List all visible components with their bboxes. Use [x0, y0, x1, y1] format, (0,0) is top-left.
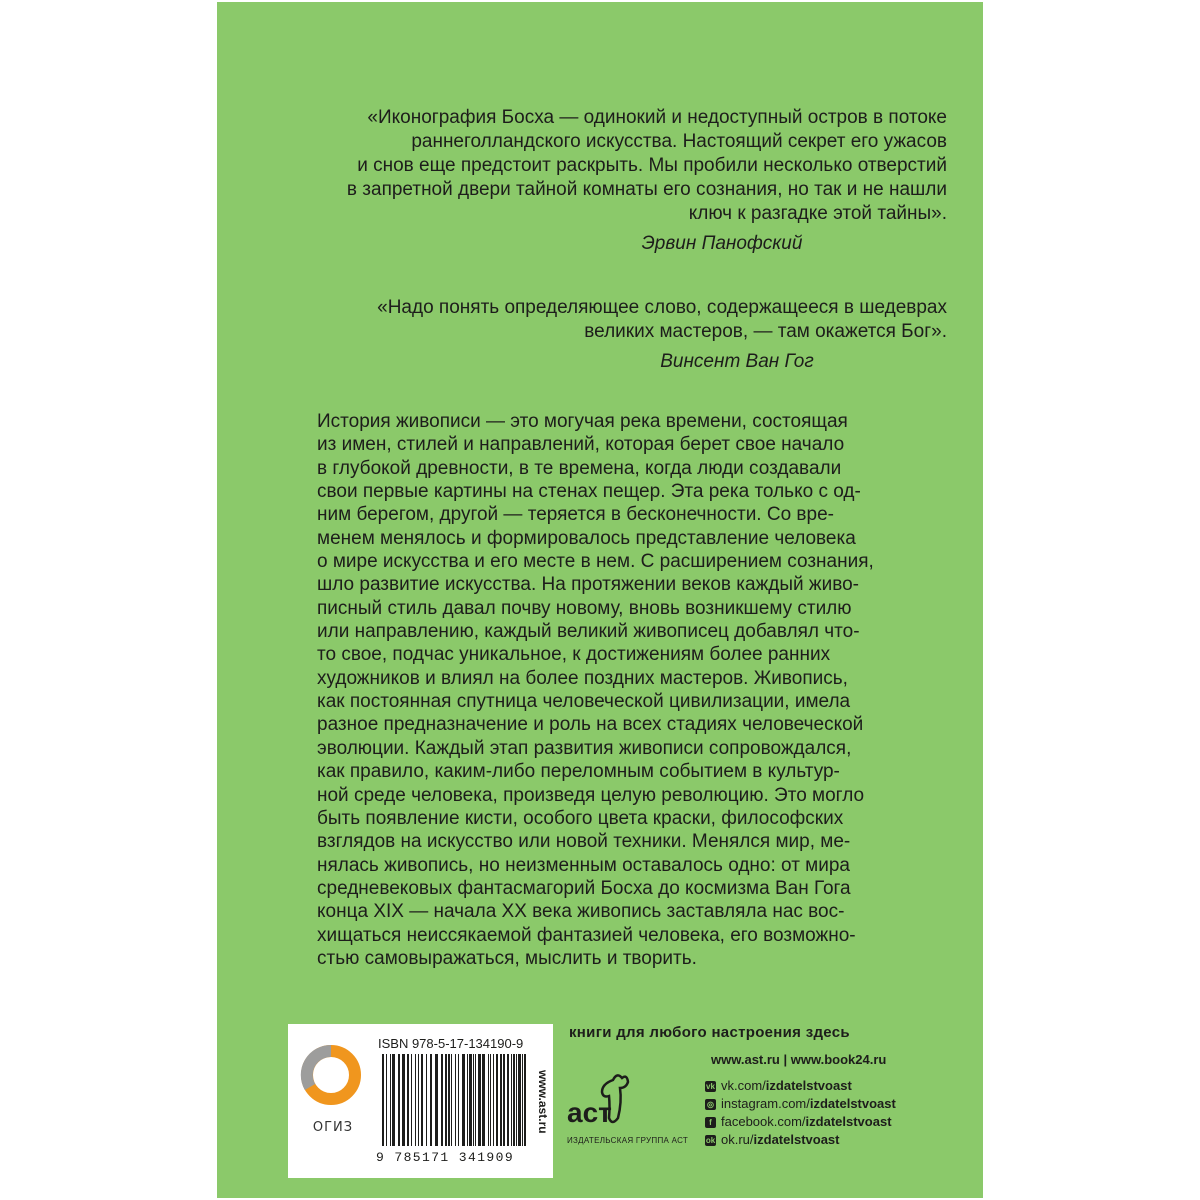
annotation-line: эволюции. Каждый этап развития живописи сопровождался, [317, 737, 852, 759]
barcode-bar [488, 1054, 489, 1146]
annotation-line: в глубокой древности, в те времена, когда люди создавали [317, 457, 842, 479]
barcode-bar [415, 1054, 416, 1146]
barcode-bar [382, 1054, 384, 1146]
barcode [380, 1054, 528, 1146]
annotation-line: взглядов на искусство или новой техники. Менялся мир, ме- [317, 831, 851, 853]
social-link[interactable] [705, 1095, 896, 1113]
vk-icon: vk [706, 1081, 715, 1091]
barcode-bar [475, 1054, 476, 1146]
barcode-bar [522, 1054, 523, 1146]
barcode-bar [490, 1054, 491, 1146]
barcode-bar [421, 1054, 423, 1146]
quote-author: Винсент Ван Гог [660, 351, 814, 372]
quote-line: ключ к разгадке этой тайны». [688, 203, 947, 224]
ast-logo [563, 1070, 641, 1132]
barcode-bar [500, 1054, 502, 1146]
barcode-bar [478, 1054, 481, 1146]
quote-panofsky [257, 106, 947, 256]
barcode-bar [445, 1054, 447, 1146]
barcode-bar [493, 1054, 494, 1146]
publisher-sites: www.ast.ru | www.book24.ru [711, 1052, 887, 1067]
quote-line: великих мастеров, — там окажется Бог». [584, 321, 947, 342]
barcode-bar [411, 1054, 412, 1146]
barcode-bar [507, 1054, 509, 1146]
annotation-line: нялась живопись, но неизменным оставалось одно: от мира [317, 854, 850, 876]
quote-line: раннеголландского искусства. Настоящий секрет его ужасов [411, 131, 947, 152]
social-link-domain: facebook.com/ [721, 1114, 806, 1129]
social-link-domain: instagram.com/ [721, 1096, 810, 1111]
annotation-line: то свое, подчас уникальное, к достижениям более ранних [317, 644, 831, 666]
social-link[interactable] [705, 1113, 896, 1131]
social-link[interactable] [705, 1131, 896, 1149]
annotation-line: разное предназначение и роль на всех стадиях человеческой [317, 714, 864, 736]
barcode-bar [426, 1054, 427, 1146]
annotation-text [317, 410, 884, 970]
odnoklassniki-icon: ok [705, 1135, 716, 1145]
barcode-bar [469, 1054, 472, 1146]
barcode-bar [430, 1054, 432, 1146]
barcode-bar [516, 1054, 517, 1146]
isbn-text: ISBN 978-5-17-134190-9 [378, 1036, 524, 1051]
barcode-bar [441, 1054, 443, 1146]
vertical-site-url: www.ast.ru [536, 1070, 550, 1134]
quote-line: «Надо понять определяющее слово, содержащееся в шедеврах [377, 297, 947, 318]
barcode-bar [455, 1054, 456, 1146]
quote-van-gogh [257, 296, 947, 374]
annotation-line: как правило, каким-либо переломным событием в культур- [317, 761, 840, 783]
annotation-line: хищаться неиссякаемой фантазией человека, его возможно- [317, 924, 856, 946]
barcode-bar [462, 1054, 465, 1146]
ast-caption: ИЗДАТЕЛЬСКАЯ ГРУППА АСТ [567, 1136, 689, 1145]
quote-line: «Иконография Босха — одинокий и недоступный остров в потоке [367, 107, 947, 128]
annotation-line: из имен, стилей и направлений, которая берет свое начало [317, 434, 845, 456]
social-link-handle: izdatelstvoast [753, 1132, 840, 1147]
annotation-line: как постоянная спутница человеческой цивилизации, имела [317, 691, 851, 713]
annotation-line: свои первые картины на стенах пещер. Эта река только с од- [317, 481, 861, 503]
annotation-line: быть появление кисти, особого цвета краски, философских [317, 807, 844, 829]
quote-line: и снов еще предстоит раскрыть. Мы пробили несколько отверстий [357, 155, 947, 176]
publisher-tagline: книги для любого настроения здесь [569, 1024, 850, 1041]
barcode-bar [458, 1054, 459, 1146]
facebook-icon: f [705, 1117, 716, 1128]
barcode-digits: 9 785171 341909 [376, 1150, 515, 1165]
barcode-bar [386, 1054, 387, 1146]
annotation-line: о мире искусства и его месте в нем. С расширением сознания, [317, 551, 874, 573]
barcode-bar [513, 1054, 515, 1146]
social-links [705, 1077, 896, 1149]
barcode-bar [398, 1054, 400, 1146]
barcode-bar [418, 1054, 419, 1146]
barcode-bar [407, 1054, 409, 1146]
barcode-bar [496, 1054, 498, 1146]
barcode-bar [390, 1054, 391, 1146]
annotation-line: ной среде человека, произведя целую революцию. Это могло [317, 784, 865, 806]
barcode-bar [392, 1054, 395, 1146]
social-link[interactable] [705, 1077, 896, 1095]
book-back-cover [217, 2, 983, 1198]
ogiz-logo-text: ОГИЗ [312, 1120, 354, 1135]
social-link-handle: izdatelstvoast [809, 1096, 896, 1111]
annotation-line: художников и влиял на более поздних мастеров. Живопись, [317, 667, 848, 689]
ast-logo-text: аст [567, 1097, 612, 1128]
barcode-panel [288, 1024, 553, 1178]
annotation-line: шло развитие искусства. На протяжении веков каждый живо- [317, 574, 860, 596]
barcode-bar [448, 1054, 450, 1146]
instagram-icon: ◎ [705, 1099, 716, 1110]
barcode-bar [518, 1054, 521, 1146]
annotation-line: писный стиль давал почву новому, вновь возникшему стилю [317, 597, 852, 619]
barcode-bar [451, 1054, 452, 1146]
barcode-bar [435, 1054, 438, 1146]
annotation-line: История живописи — это могучая река времени, состоящая [317, 411, 848, 432]
barcode-bar [511, 1054, 512, 1146]
annotation-line: средневековых фантасмагорий Босха до космизма Ван Гога [317, 877, 851, 899]
barcode-bar [482, 1054, 485, 1146]
barcode-bar [473, 1054, 474, 1146]
barcode-bar [467, 1054, 468, 1146]
annotation-line: конца XIX — начала XX века живопись заставляла нас вос- [317, 901, 845, 923]
barcode-bar [402, 1054, 405, 1146]
social-link-handle: izdatelstvoast [765, 1078, 852, 1093]
quote-author: Эрвин Панофский [641, 233, 803, 254]
social-link-domain: ok.ru/ [721, 1132, 754, 1147]
annotation-line: или направлению, каждый великий живописец добавлял что- [317, 621, 860, 643]
social-link-domain: vk.com/ [721, 1078, 766, 1093]
ogiz-logo [300, 1044, 362, 1106]
annotation-line: менем менялось и формировалось представление человека [317, 527, 856, 549]
annotation-line: стью самовыражаться, мыслить и творить. [317, 947, 697, 969]
annotation-line: ним берегом, другой — теряется в бесконечности. Со вре- [317, 504, 834, 526]
social-link-handle: izdatelstvoast [805, 1114, 892, 1129]
barcode-bar [503, 1054, 505, 1146]
quote-line: в запретной двери тайной комнаты его сознания, но так и не нашли [346, 179, 947, 200]
